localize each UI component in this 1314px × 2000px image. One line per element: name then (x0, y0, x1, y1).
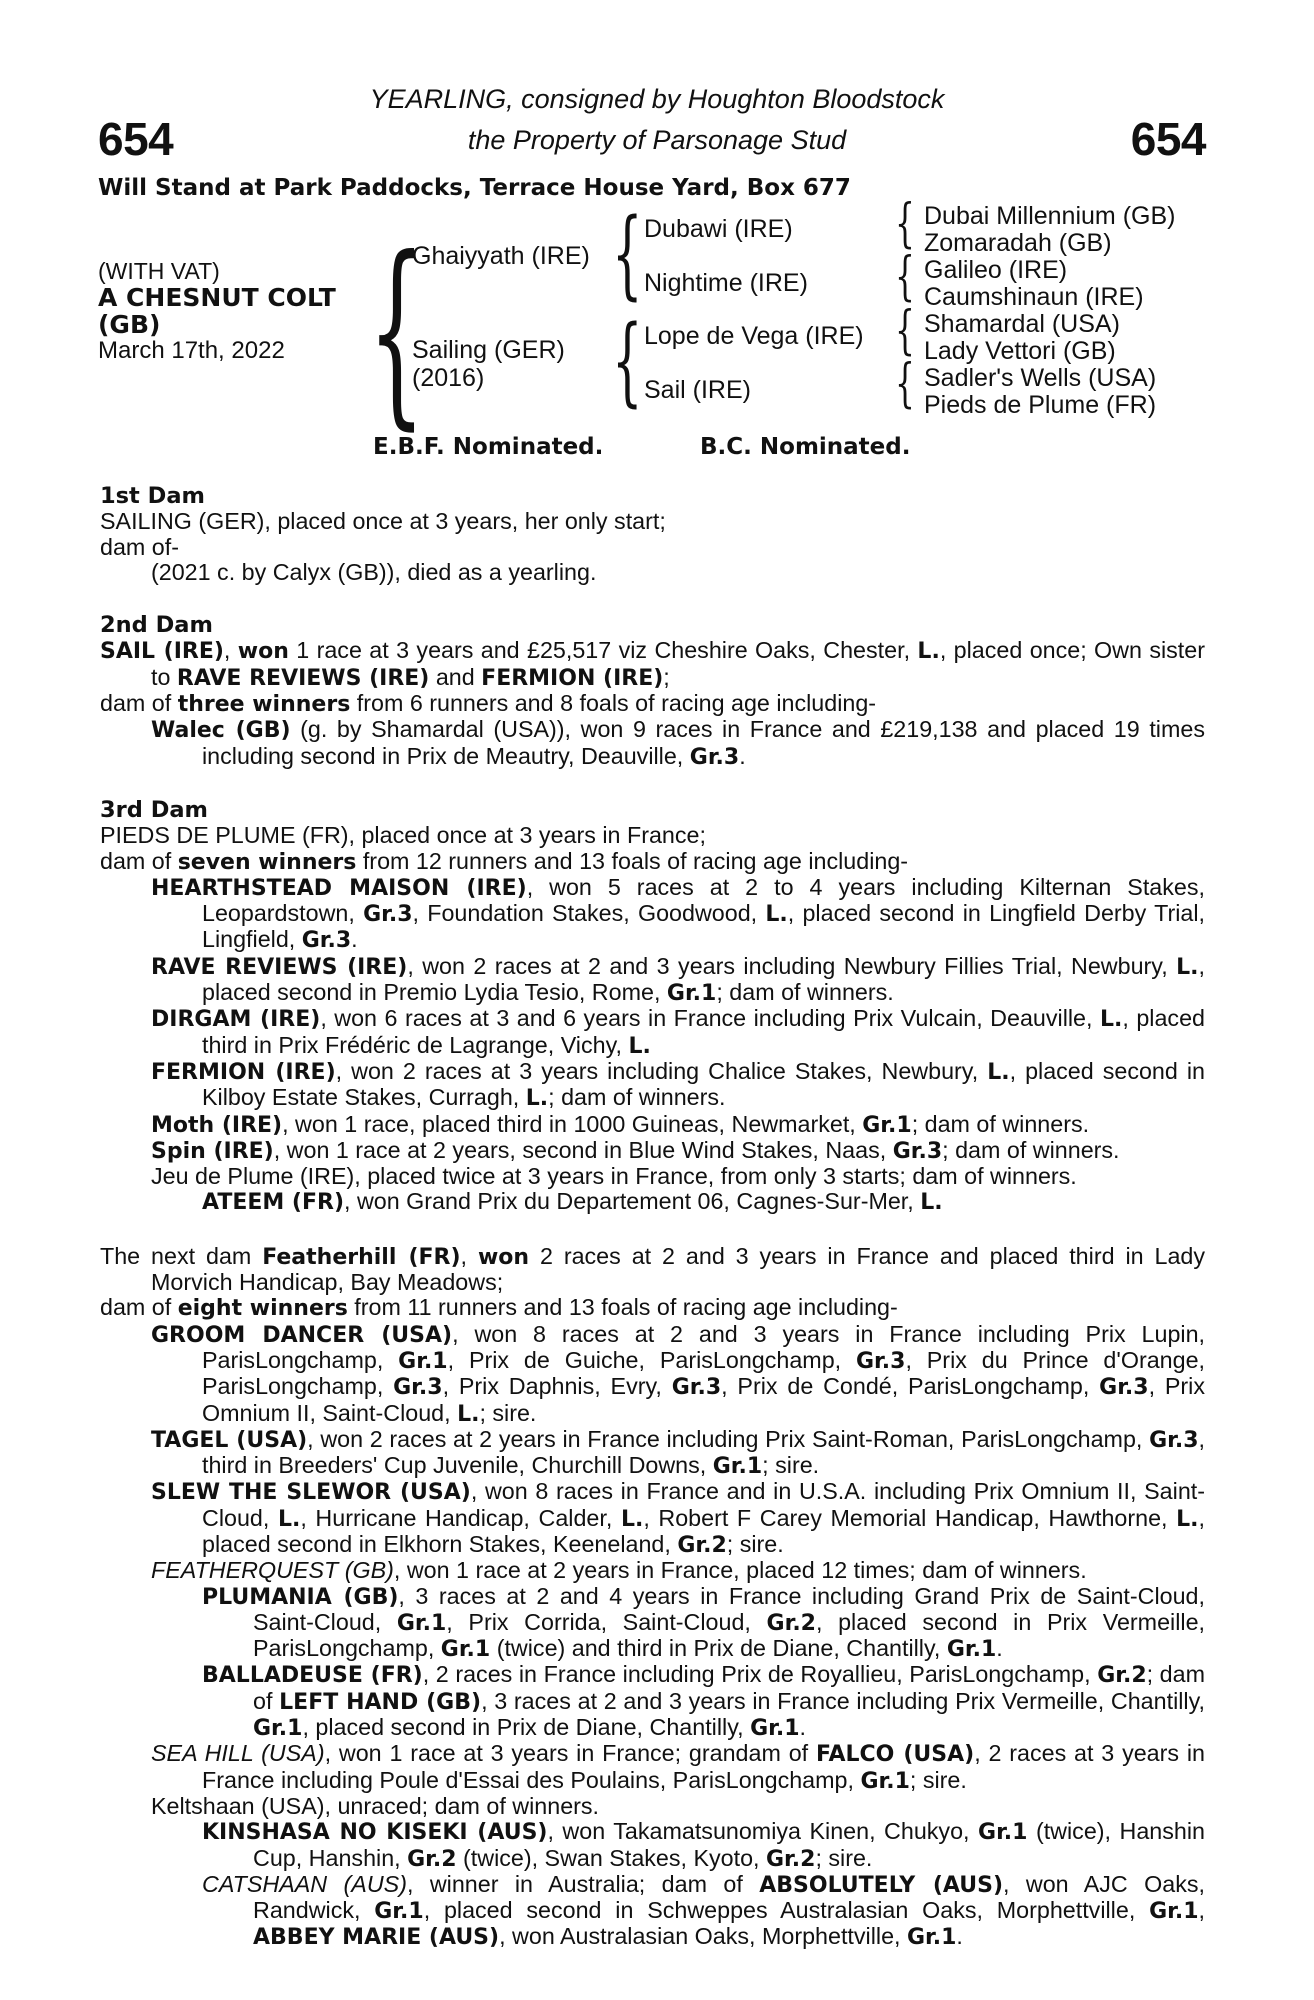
third-dam-runner-6: Spin (IRE), won 1 race at 2 years, second in Blue Wind Stakes, Naas, Gr.3; dam of winners. (151, 1136, 1120, 1164)
third-dam-runner-5: Moth (IRE), won 1 race, placed third in 1000 Guineas, Newmarket, Gr.1; dam of winners. (151, 1110, 1090, 1138)
first-dam-heading: 1st Dam (100, 483, 205, 509)
first-dam-line-3: (2021 c. by Calyx (GB)), died as a yearling. (151, 558, 597, 585)
sire-sire: Dubawi (IRE) (644, 215, 793, 243)
brace-g2: { (895, 247, 915, 307)
second-dam-para: SAIL (IRE), won 1 race at 3 years and £25,517 viz Cheshire Oaks, Chester, L., placed once; Own sister to RAVE REVIEWS (IRE) and FERMION (IRE); (100, 637, 1205, 691)
brace-dam: { (612, 305, 643, 417)
property-line: the Property of Parsonage Stud (467, 125, 847, 155)
gdam-5: Shamardal (USA) (924, 310, 1120, 338)
next-dam-runner-4-produce-1: PLUMANIA (GB), 3 races at 2 and 4 years in France including Grand Prix de Saint-Cloud, Saint-Cloud, Gr.1, Prix Corrida, Saint-Cloud, Gr.2, placed second in Prix Vermeille, ParisLongchamp, Gr.1 (twice) and third in Prix de Diane, Chantilly, Gr.1. (202, 1582, 1206, 1663)
gdam-3: Galileo (IRE) (924, 256, 1068, 284)
next-dam-runner-5: SEA HILL (USA), won 1 race at 3 years in France; grandam of FALCO (USA), 2 races at 3 years in France including Poule d'Essai des Poulains, ParisLongchamp, Gr.1; sire. (151, 1740, 1205, 1794)
next-dam-runner-6-produce-2: CATSHAAN (AUS), winner in Australia; dam of ABSOLUTELY (AUS), won AJC Oaks, Randwick, Gr.1, placed second in Schweppes Australasian Oaks, Morphettville, Gr.1, ABBEY MARIE (AUS), won Australasian Oaks, Morphettville, Gr.1. (202, 1870, 1206, 1951)
first-dam-line-2: dam of- (100, 533, 179, 560)
next-dam-runner-4-produce-2: BALLADEUSE (FR), 2 races in France including Prix de Royallieu, ParisLongchamp, Gr.2; dam of LEFT HAND (GB), 3 races at 2 and 3 years in France including Prix Vermeille, Chantilly, Gr.1, placed second in Prix de Diane, Chantilly, Gr.1. (202, 1661, 1205, 1742)
next-dam-para: The next dam Featherhill (FR), won 2 races at 2 and 3 years in France and placed third in Lady Morvich Handicap, Bay Meadows; (100, 1242, 1206, 1296)
sire-dam: Nightime (IRE) (644, 269, 808, 297)
gdam-7: Sadler's Wells (USA) (924, 364, 1157, 392)
third-dam-runner-3: DIRGAM (IRE), won 6 races at 3 and 6 years in France including Prix Vulcain, Deauville, L., placed third in Prix Frédéric de Lagrange, Vichy, L. (151, 1005, 1205, 1059)
third-dam-runner-1: HEARTHSTEAD MAISON (IRE), won 5 races at 2 to 4 years including Kilternan Stakes, Leopardstown, Gr.3, Foundation Stakes, Goodwood, L., placed second in Lingfield Derby Trial, Lingfield, Gr.3. (151, 873, 1205, 954)
next-dam-runner-1: GROOM DANCER (USA), won 8 races at 2 and 3 years in France including Prix Lupin, ParisLongchamp, Gr.1, Prix de Guiche, ParisLongchamp, Gr.3, Prix du Prince d'Orange, ParisLongchamp, Gr.3, Prix Daphnis, Evry, Gr.3, Prix de Condé, ParisLongchamp, Gr.3, Prix Omnium II, Saint-Cloud, L.; sire. (151, 1320, 1206, 1427)
ebf-nomination: E.B.F. Nominated. (373, 434, 604, 460)
brace-sire: { (612, 198, 643, 310)
gdam-4: Caumshinaun (IRE) (924, 283, 1144, 311)
vat-label: (WITH VAT) (98, 258, 220, 284)
sire: Ghaiyyath (IRE) (412, 242, 590, 270)
brace-g4: { (895, 354, 915, 414)
dam-sire: Lope de Vega (IRE) (644, 322, 864, 350)
second-dam-runner-1: Walec (GB) (g. by Shamardal (USA)), won 9 races in France and £219,138 and placed 19 times including second in Prix de Meautry, Deauville, Gr.3. (151, 716, 1205, 770)
first-dam-line-1: SAILING (GER), placed once at 3 years, her only start; (100, 508, 666, 535)
horse-name: A CHESNUT COLT (98, 283, 336, 312)
brace-main: { (368, 215, 426, 448)
next-dam-runner-4: FEATHERQUEST (GB), won 1 race at 2 years in France, placed 12 times; dam of winners. (151, 1557, 1087, 1584)
second-dam-produce: dam of three winners from 6 runners and 8 foals of racing age including- (100, 690, 877, 718)
stand-location: Will Stand at Park Paddocks, Terrace House Yard, Box 677 (98, 175, 851, 201)
third-dam-runner-7: Jeu de Plume (IRE), placed twice at 3 years in France, from only 3 starts; dam of winners. (151, 1163, 1077, 1190)
consignor-line: YEARLING, consigned by Houghton Bloodstock (369, 84, 945, 114)
third-dam-runner-2: RAVE REVIEWS (IRE), won 2 races at 2 and 3 years including Newbury Fillies Trial, Newbury, L., placed second in Premio Lydia Tesio, Rome, Gr.1; dam of winners. (151, 952, 1205, 1007)
next-dam-runner-3: SLEW THE SLEWOR (USA), won 8 races in France and in U.S.A. including Prix Omnium II, Saint-Cloud, L., Hurricane Handicap, Calder, L., Robert F Carey Memorial Handicap, Hawthorne, L., placed second in Elkhorn Stakes, Keeneland, Gr.2; sire. (151, 1478, 1206, 1558)
third-dam-runner-4: FERMION (IRE), won 2 races at 3 years including Chalice Stakes, Newbury, L., placed second in Kilboy Estate Stakes, Curragh, L.; dam of winners. (151, 1057, 1205, 1112)
gdam-6: Lady Vettori (GB) (924, 337, 1116, 365)
next-dam-runner-6: Keltshaan (USA), unraced; dam of winners. (151, 1792, 600, 1819)
third-dam-line-1: PIEDS DE PLUME (FR), placed once at 3 years in France; (100, 822, 706, 849)
next-dam-runner-2: TAGEL (USA), won 2 races at 2 years in France including Prix Saint-Roman, ParisLongchamp, Gr.3, third in Breeders' Cup Juvenile, Churchill Downs, Gr.1; sire. (151, 1425, 1205, 1480)
dam: Sailing (GER) (412, 336, 565, 364)
lot-number-left: 654 (98, 113, 174, 165)
second-dam-heading: 2nd Dam (100, 612, 213, 639)
foaling-date: March 17th, 2022 (98, 337, 285, 364)
dam-dam: Sail (IRE) (644, 376, 751, 404)
third-dam-heading: 3rd Dam (100, 796, 208, 823)
bc-nomination: B.C. Nominated. (700, 434, 911, 460)
horse-origin: (GB) (98, 310, 161, 339)
catalogue-body (100, 484, 1205, 1951)
brace-g1: { (895, 194, 915, 254)
third-dam-produce: dam of seven winners from 12 runners and 13 foals of racing age including- (100, 847, 909, 875)
brace-g3: { (895, 301, 915, 361)
gdam-8: Pieds de Plume (FR) (924, 391, 1157, 419)
dam-year: (2016) (412, 364, 485, 392)
lot-number-right: 654 (1130, 113, 1206, 165)
gdam-1: Dubai Millennium (GB) (924, 202, 1176, 230)
next-dam-produce: dam of eight winners from 11 runners and 13 foals of racing age including- (100, 1294, 898, 1322)
next-dam-runner-6-produce-1: KINSHASA NO KISEKI (AUS), won Takamatsunomiya Kinen, Chukyo, Gr.1 (twice), Hanshin Cup, Hanshin, Gr.2 (twice), Swan Stakes, Kyoto, Gr.2; sire. (202, 1818, 1205, 1872)
third-dam-runner-7-produce: ATEEM (FR), won Grand Prix du Departement 06, Cagnes-Sur-Mer, L. (202, 1188, 943, 1216)
gdam-2: Zomaradah (GB) (924, 229, 1112, 257)
